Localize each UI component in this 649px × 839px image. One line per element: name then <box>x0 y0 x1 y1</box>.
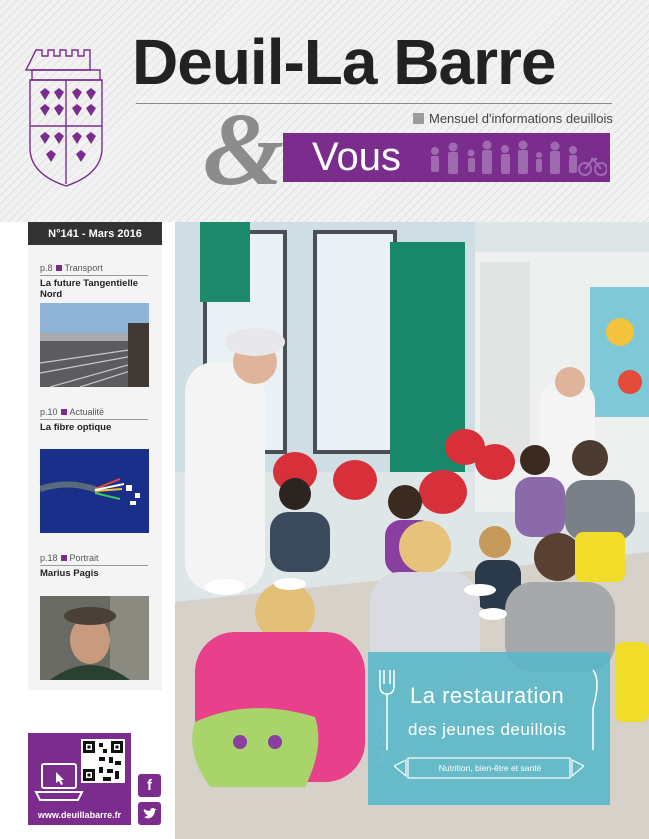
city-crest-icon <box>22 44 110 188</box>
thumb-railway-photo <box>40 303 149 387</box>
dossier-title-line2: des jeunes deuillois <box>408 720 567 739</box>
masthead-subtitle <box>413 111 613 126</box>
toc-meta <box>40 263 152 273</box>
toc-meta <box>40 407 152 417</box>
toc-entry-actualite[interactable] <box>40 407 152 433</box>
subtitle-square-icon <box>413 113 424 124</box>
toc-title: La future Tangentielle Nord <box>40 278 139 300</box>
toc-title: Marius Pagis <box>40 568 99 579</box>
laptop-icon <box>34 760 84 804</box>
toc-meta <box>40 553 152 563</box>
section-square-icon <box>61 409 67 415</box>
section-square-icon <box>56 265 62 271</box>
fork-icon <box>376 668 398 752</box>
toc-divider <box>40 275 148 276</box>
thumb-portrait-photo <box>40 596 149 680</box>
toc-page: p.10 <box>40 407 58 417</box>
thumb-fiber-optic-illustration <box>40 449 149 533</box>
qr-code-icon <box>81 739 125 783</box>
toc-page: p.18 <box>40 553 58 563</box>
toc-page: p.8 <box>40 263 53 273</box>
dossier-tagline: Nutrition, bien-être et santé <box>438 763 542 773</box>
toc-section: Portrait <box>69 553 99 563</box>
toc-divider <box>40 565 148 566</box>
twitter-icon[interactable] <box>138 802 161 825</box>
toc-divider <box>40 419 148 420</box>
issue-number: N°141 - Mars 2016 <box>28 222 162 245</box>
toc-section: Actualité <box>69 407 105 417</box>
toc-section: Transport <box>64 263 103 273</box>
people-silhouettes-icon <box>425 137 607 179</box>
dossier-title-line1: La restauration <box>410 683 565 708</box>
toc-entry-transport[interactable] <box>40 263 152 300</box>
subtitle-text: Mensuel d'informations deuillois <box>429 111 613 126</box>
toc-entry-portrait[interactable] <box>40 553 152 579</box>
section-square-icon <box>61 555 67 561</box>
toc-title: La fibre optique <box>40 422 112 433</box>
masthead-ampersand: & <box>203 92 284 207</box>
vous-text: Vous <box>312 135 401 179</box>
masthead-title: Deuil-La Barre <box>132 26 556 98</box>
website-url[interactable]: www.deuillabarre.fr <box>37 810 122 820</box>
facebook-icon[interactable]: f <box>138 774 161 797</box>
knife-icon <box>584 668 602 752</box>
